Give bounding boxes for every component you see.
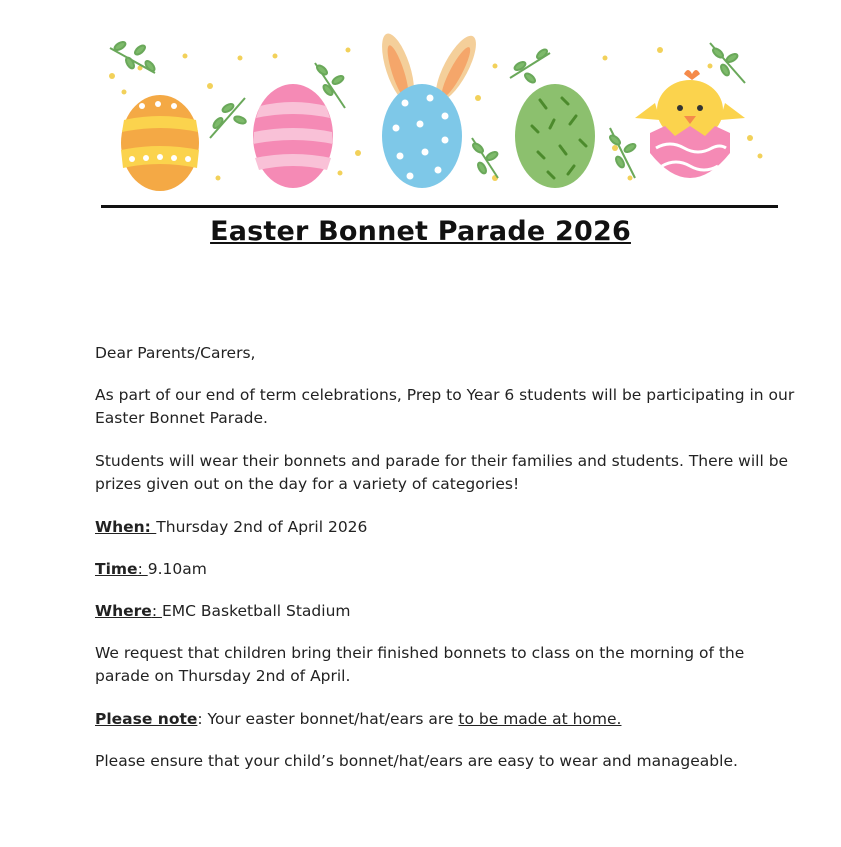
note-label: Please note bbox=[95, 710, 198, 728]
when-label: When: bbox=[95, 518, 157, 536]
when-line bbox=[95, 516, 795, 539]
leaf-sprig-icon bbox=[110, 40, 156, 73]
easter-banner bbox=[100, 28, 780, 203]
time-label: Time bbox=[95, 560, 138, 578]
pink-striped-egg-icon bbox=[253, 84, 333, 188]
leaf-sprig-icon bbox=[471, 138, 498, 178]
where-value: EMC Basketball Stadium bbox=[161, 602, 351, 620]
closing-paragraph: Please ensure that your child’s bonnet/hat/ears are easy to wear and manageable. bbox=[95, 752, 738, 770]
leaf-sprig-icon bbox=[710, 43, 745, 83]
chick-in-egg-icon bbox=[635, 70, 745, 178]
header-divider bbox=[101, 205, 778, 208]
leaf-sprig-icon bbox=[608, 128, 636, 178]
time-separator: : bbox=[137, 560, 148, 578]
time-value: 9.10am bbox=[147, 560, 207, 578]
leaf-sprig-icon bbox=[210, 98, 247, 138]
where-separator: : bbox=[151, 602, 162, 620]
time-line bbox=[95, 558, 795, 581]
blue-bunny-egg-icon bbox=[375, 30, 483, 188]
note-emphasis: to be made at home. bbox=[458, 710, 622, 728]
greeting: Dear Parents/Carers, bbox=[95, 344, 256, 362]
details-paragraph: Students will wear their bonnets and parade for their families and students. There will be prizes given out on the day for a variety of categories! bbox=[95, 452, 789, 493]
leaf-sprig-icon bbox=[510, 48, 550, 84]
orange-striped-egg-icon bbox=[121, 95, 199, 191]
note-line bbox=[95, 708, 795, 731]
request-paragraph: We request that children bring their finished bonnets to class on the morning of the parade on Thursday 2nd of April. bbox=[95, 644, 745, 685]
where-label: Where bbox=[95, 602, 152, 620]
intro-paragraph: As part of our end of term celebrations, Prep to Year 6 students will be participating in our Easter Bonnet Parade. bbox=[95, 386, 795, 427]
where-line bbox=[95, 600, 795, 623]
green-sprinkle-egg-icon bbox=[515, 84, 595, 188]
page-title: Easter Bonnet Parade 2026 bbox=[210, 216, 631, 247]
when-value: Thursday 2nd of April 2026 bbox=[156, 518, 368, 536]
note-text: : Your easter bonnet/hat/ears are bbox=[197, 710, 459, 728]
